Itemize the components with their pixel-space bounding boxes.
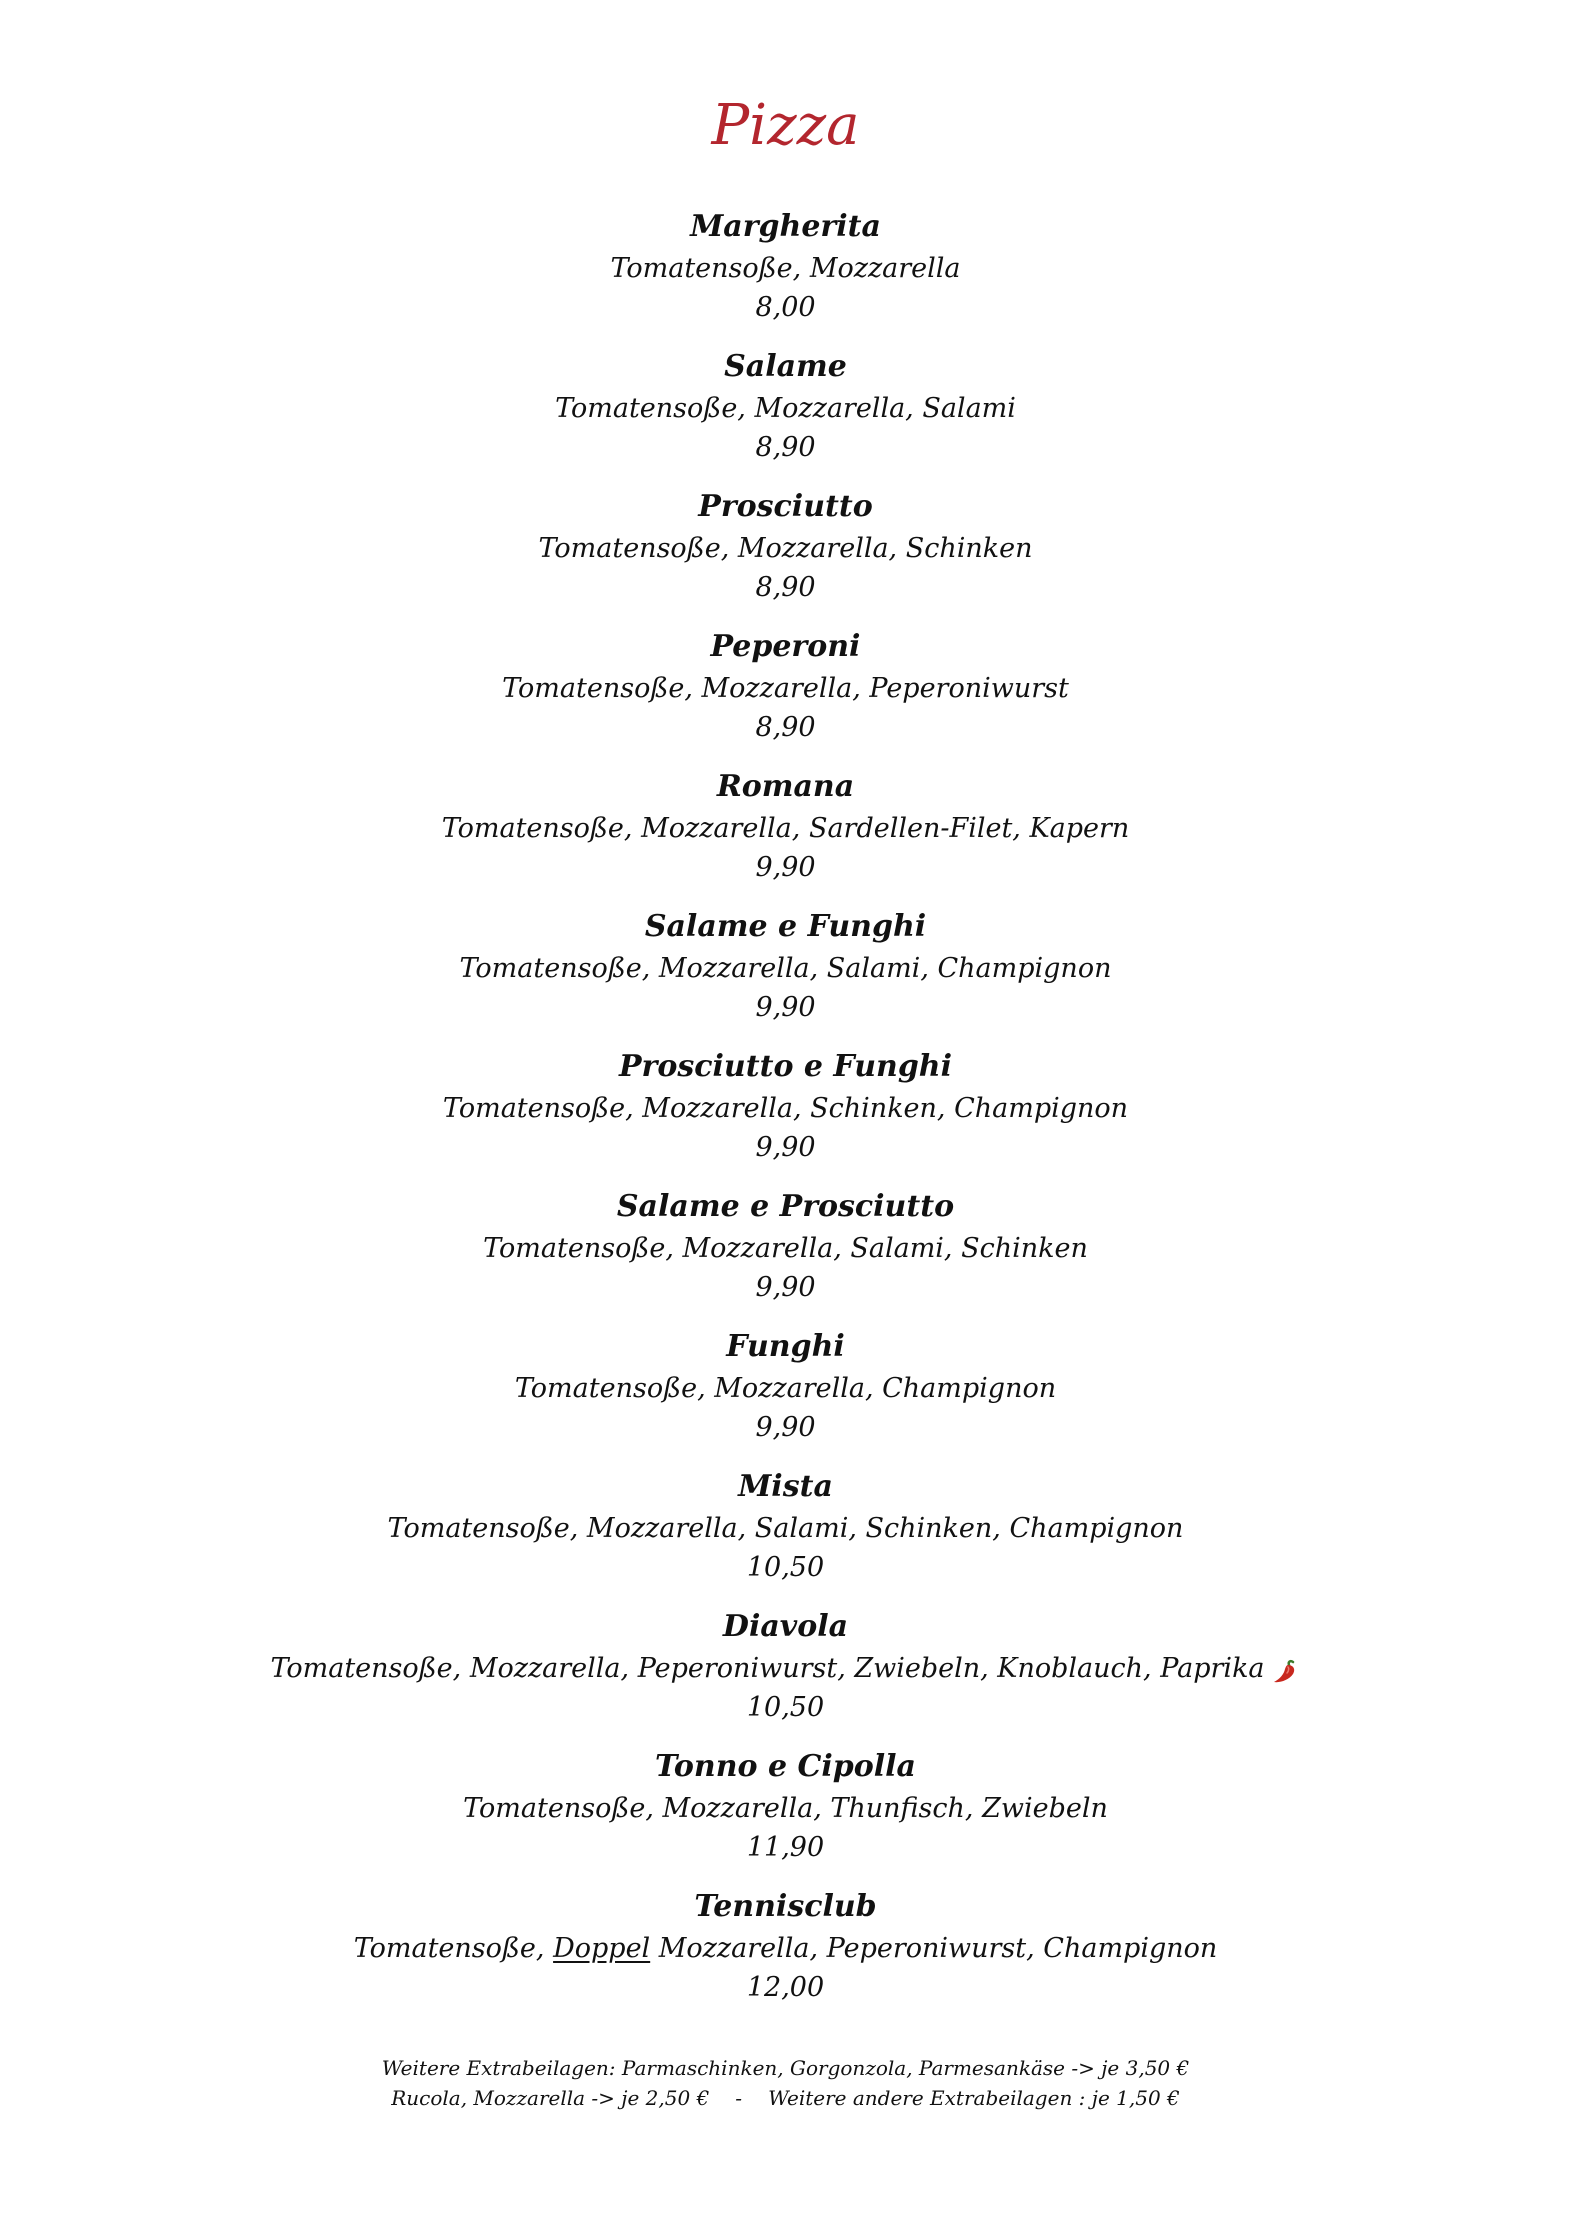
- pizza-list: [0, 205, 1571, 2025]
- item-description: Tomatensoße, Mozzarella, Schinken: [538, 533, 1033, 564]
- item-description: Tomatensoße, Mozzarella: [610, 253, 961, 284]
- item-description: Tomatensoße, Mozzarella, Thunfisch, Zwiebeln: [463, 1793, 1108, 1824]
- item-name: Peperoni: [710, 629, 861, 664]
- item-name: Mista: [738, 1469, 833, 1504]
- item-name: Salame: [724, 349, 847, 384]
- item-name: Diavola: [722, 1609, 849, 1644]
- item-price: 8,90: [755, 712, 816, 743]
- item-price: 10,50: [746, 1692, 825, 1723]
- menu-item-salame-e-prosciutto: [0, 1185, 1571, 1325]
- menu-item-peperoni: [0, 625, 1571, 765]
- item-name: Tennisclub: [694, 1889, 877, 1924]
- menu-item-prosciutto-e-funghi: [0, 1045, 1571, 1185]
- item-price: 9,90: [755, 852, 816, 883]
- menu-item-prosciutto: [0, 485, 1571, 625]
- item-description-row: [0, 1649, 1571, 1689]
- item-name: Salame e Funghi: [644, 909, 927, 944]
- item-price: 9,90: [755, 1132, 816, 1163]
- item-price: 10,50: [746, 1552, 825, 1583]
- item-description: Tomatensoße, Mozzarella, Champignon: [514, 1373, 1057, 1404]
- item-description: Tomatensoße, Mozzarella, Schinken, Champignon: [442, 1093, 1129, 1124]
- item-description: Tomatensoße, Mozzarella, Peperoniwurst: [502, 673, 1069, 704]
- item-price: 8,00: [755, 292, 816, 323]
- chili-pepper-icon: [1271, 1657, 1301, 1683]
- item-name: Margherita: [690, 209, 881, 244]
- menu-item-romana: [0, 765, 1571, 905]
- item-price: 9,90: [755, 1272, 816, 1303]
- extras-separator: -: [735, 2086, 743, 2110]
- menu-item-salame-e-funghi: [0, 905, 1571, 1045]
- item-description-row: [0, 1929, 1571, 1969]
- menu-item-mista: [0, 1465, 1571, 1605]
- extras-line-2: [0, 2083, 1571, 2113]
- item-description-underlined: Doppel: [553, 1933, 651, 1964]
- item-price: 8,90: [755, 432, 816, 463]
- item-price: 8,90: [755, 572, 816, 603]
- menu-item-tennisclub: [0, 1885, 1571, 2025]
- extras-note: [0, 2053, 1571, 2113]
- extras-line-1: Weitere Extrabeilagen: Parmaschinken, Gorgonzola, Parmesankäse -> je 3,50 €: [381, 2056, 1190, 2080]
- item-name: Salame e Prosciutto: [616, 1189, 955, 1224]
- extras-line-2-left: Rucola, Mozzarella -> je 2,50 €: [391, 2086, 710, 2110]
- page-title: Pizza: [711, 93, 860, 158]
- item-name: Romana: [716, 769, 855, 804]
- menu-item-funghi: [0, 1325, 1571, 1465]
- item-description: Tomatensoße, Mozzarella, Sardellen-Filet, Kapern: [441, 813, 1130, 844]
- item-name: Tonno e Cipolla: [655, 1749, 916, 1784]
- item-price: 9,90: [755, 992, 816, 1023]
- item-description-end: Mozzarella, Peperoniwurst, Champignon: [658, 1933, 1218, 1964]
- item-description: Tomatensoße, Mozzarella, Peperoniwurst, Zwiebeln, Knoblauch, Paprika: [270, 1653, 1265, 1684]
- item-name: Prosciutto e Funghi: [618, 1049, 953, 1084]
- item-description: Tomatensoße, Mozzarella, Salami: [555, 393, 1016, 424]
- item-price: 11,90: [746, 1832, 825, 1863]
- item-description: Tomatensoße, Mozzarella, Salami, Champignon: [459, 953, 1112, 984]
- item-name: Prosciutto: [698, 489, 873, 524]
- extras-line-2-right: Weitere andere Extrabeilagen : je 1,50 €: [768, 2086, 1180, 2110]
- item-description: Tomatensoße, Mozzarella, Salami, Schinken, Champignon: [387, 1513, 1184, 1544]
- item-price: 12,00: [746, 1972, 825, 2003]
- menu-item-margherita: [0, 205, 1571, 345]
- menu-item-diavola: [0, 1605, 1571, 1745]
- item-name: Funghi: [726, 1329, 845, 1364]
- menu-item-tonno-e-cipolla: [0, 1745, 1571, 1885]
- item-description-start: Tomatensoße,: [353, 1933, 545, 1964]
- menu-item-salame: [0, 345, 1571, 485]
- item-description: Tomatensoße, Mozzarella, Salami, Schinken: [483, 1233, 1088, 1264]
- item-price: 9,90: [755, 1412, 816, 1443]
